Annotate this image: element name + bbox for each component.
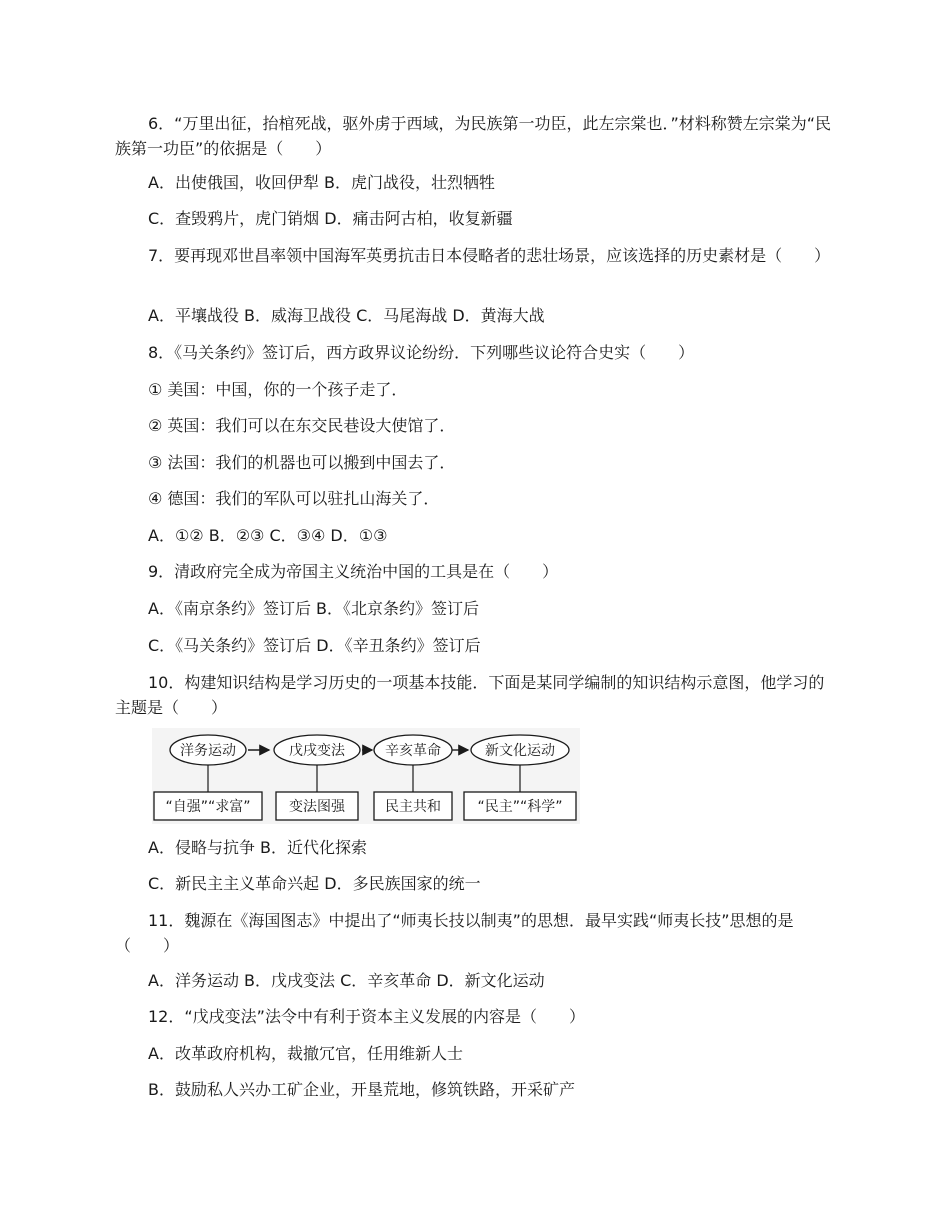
diagram-event-4 — [471, 735, 569, 765]
question-11: 11．魏源在《海国图志》中提出了“师夷长技以制夷”的思想．最早实践“师夷长技”思想的是（ ） — [115, 911, 794, 955]
question-6: 6．“万里出征，抬棺死战，驱外虏于西域，为民族第一功臣，此左宗棠也．”材料称赞左宗棠为“民族第一功臣”的依据是（ ） — [115, 114, 832, 158]
diagram-theme-2 — [276, 792, 358, 820]
question-8-item-1: ① 美国：中国，你的一个孩子走了． — [148, 380, 408, 399]
question-8-item-2: ② 英国：我们可以在东交民巷设大使馆了． — [148, 416, 456, 435]
svg-text:“自强”“求富”: “自强”“求富” — [165, 799, 251, 815]
question-6-options-cd: C．查毁鸦片，虎门销烟 D．痛击阿古柏，收复新疆 — [148, 209, 513, 228]
question-12-option-b: B．鼓励私人兴办工矿企业，开垦荒地，修筑铁路，开采矿产 — [148, 1080, 575, 1099]
question-6-options-ab: A．出使俄国，收回伊犁 B．虎门战役，壮烈牺牲 — [148, 173, 496, 192]
question-9-options-cd: C．《马关条约》签订后 D．《辛丑条约》签订后 — [148, 636, 481, 655]
question-8-item-3: ③ 法国：我们的机器也可以搬到中国去了． — [148, 453, 456, 472]
diagram-theme-1 — [154, 792, 262, 820]
question-9: 9．清政府完全成为帝国主义统治中国的工具是在（ ） — [148, 562, 559, 581]
svg-text:新文化运动: 新文化运动 — [485, 743, 555, 759]
svg-text:洋务运动: 洋务运动 — [180, 743, 236, 759]
question-10: 10．构建知识结构是学习历史的一项基本技能．下面是某同学编制的知识结构示意图，他学习的主题是（ ） — [115, 673, 825, 717]
question-10-options-ab: A．侵略与抗争 B．近代化探索 — [148, 838, 368, 857]
svg-text:戊戌变法: 戊戌变法 — [289, 743, 345, 759]
knowledge-structure-diagram — [152, 728, 580, 824]
svg-text:“民主”“科学”: “民主”“科学” — [477, 799, 563, 815]
diagram-theme-3 — [374, 792, 452, 820]
question-8-item-4: ④ 德国：我们的军队可以驻扎山海关了． — [148, 489, 440, 508]
question-11-options: A．洋务运动 B．戊戌变法 C．辛亥革命 D．新文化运动 — [148, 971, 545, 990]
question-9-options-ab: A．《南京条约》签订后 B．《北京条约》签订后 — [148, 599, 480, 618]
question-12-option-a: A．改革政府机构，裁撤冗官，任用维新人士 — [148, 1044, 463, 1063]
question-7-options: A．平壤战役 B．威海卫战役 C．马尾海战 D．黄海大战 — [148, 306, 545, 325]
question-8: 8．《马关条约》签订后，西方政界议论纷纷．下列哪些议论符合史实（ ） — [148, 343, 695, 362]
svg-text:民主共和: 民主共和 — [385, 799, 441, 815]
diagram-event-1 — [170, 735, 246, 765]
question-12: 12．“戊戌变法”法令中有利于资本主义发展的内容是（ ） — [148, 1007, 585, 1026]
diagram-event-3 — [374, 735, 452, 765]
diagram-event-2 — [274, 735, 360, 765]
question-7: 7．要再现邓世昌率领中国海军英勇抗击日本侵略者的悲壮场景，应该选择的历史素材是（ ） — [148, 246, 831, 265]
svg-text:辛亥革命: 辛亥革命 — [385, 743, 441, 759]
diagram-theme-4 — [464, 792, 576, 820]
svg-text:变法图强: 变法图强 — [289, 799, 345, 815]
question-10-options-cd: C．新民主主义革命兴起 D．多民族国家的统一 — [148, 874, 481, 893]
question-8-options: A．①② B．②③ C．③④ D．①③ — [148, 526, 388, 545]
